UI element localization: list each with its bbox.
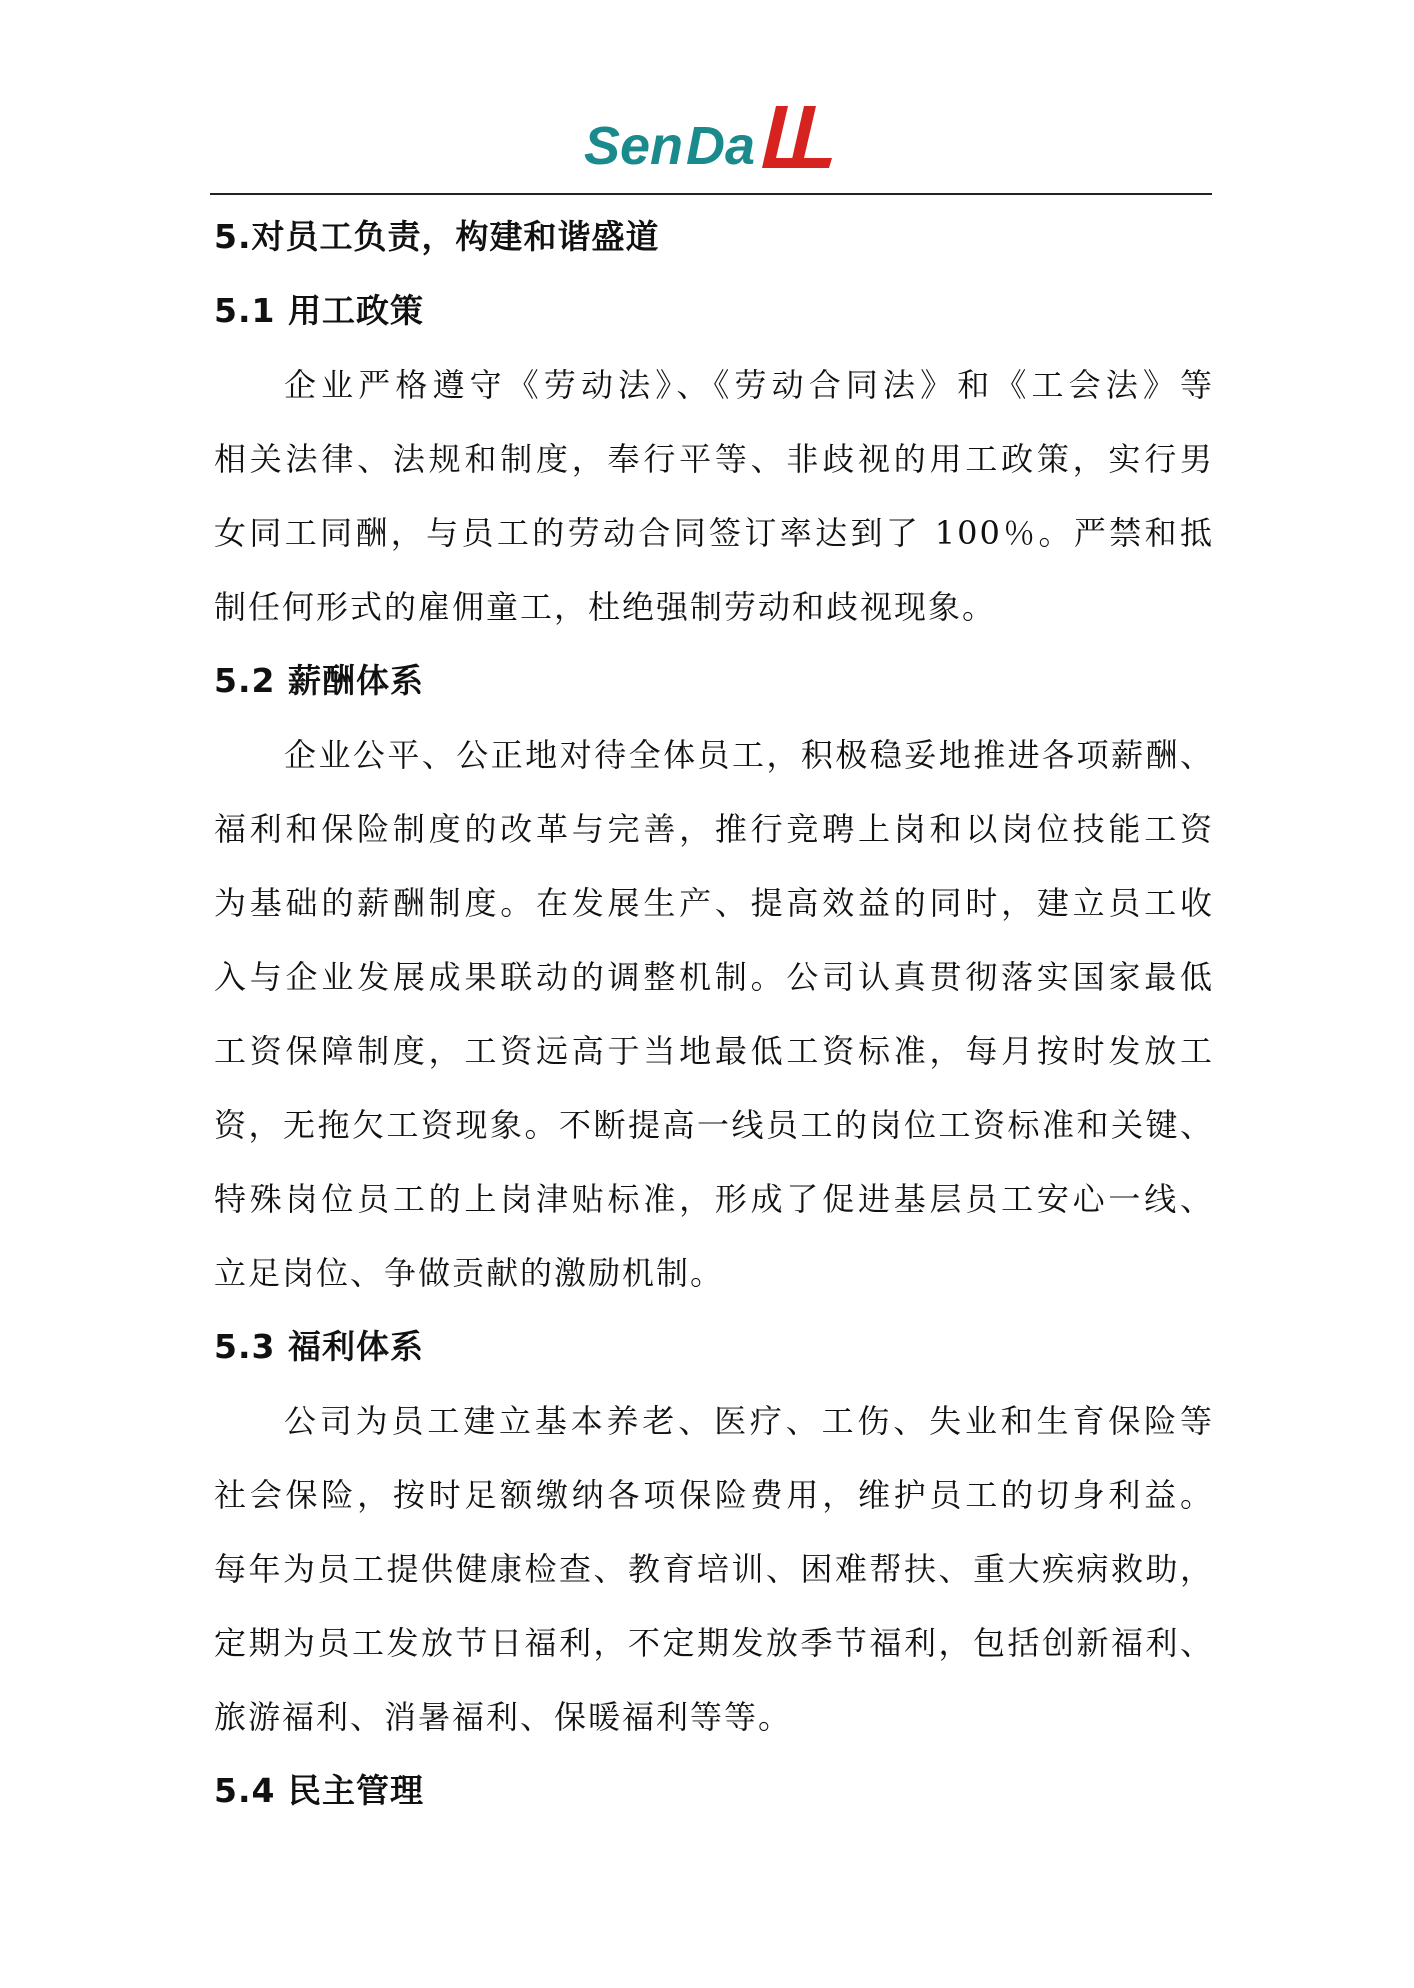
paragraph-line: 女同工同酬，与员工的劳动合同签订率达到了 100％。严禁和抵 [214,514,1214,552]
section-heading-s5-1: 5.1 用工政策 [214,291,424,330]
paragraph-s5-3 [214,1384,1214,1754]
paragraph-line: 工资保障制度，工资远高于当地最低工资标准，每月按时发放工 [214,1032,1214,1070]
paragraph-line: 公司为员工建立基本养老、医疗、工伤、失业和生育保险等 [284,1402,1214,1440]
paragraph-line: 特殊岗位员工的上岗津贴标准，形成了促进基层员工安心一线、 [214,1180,1214,1218]
paragraph-line: 企业公平、公正地对待全体员工，积极稳妥地推进各项薪酬、 [284,736,1214,774]
paragraph-line: 每年为员工提供健康检查、教育培训、困难帮扶、重大疾病救助， [214,1550,1214,1588]
paragraph-line: 入与企业发展成果联动的调整机制。公司认真贯彻落实国家最低 [214,958,1214,996]
section-heading-s5-3: 5.3 福利体系 [214,1327,424,1366]
svg-text:Da: Da [686,116,756,176]
paragraph-line: 制任何形式的雇佣童工，杜绝强制劳动和歧视现象。 [214,588,997,626]
paragraph-line: 相关法律、法规和制度，奉行平等、非歧视的用工政策，实行男 [214,440,1214,478]
paragraph-line: 为基础的薪酬制度。在发展生产、提高效益的同时，建立员工收 [214,884,1214,922]
paragraph-s5-2 [214,718,1214,1310]
senball-logo [580,100,840,180]
paragraph-s5-1 [214,348,1214,644]
paragraph-line: 定期为员工发放节日福利，不定期发放季节福利，包括创新福利、 [214,1624,1214,1662]
section-heading-s5-4: 5.4 民主管理 [214,1771,424,1810]
section-heading-s5-2: 5.2 薪酬体系 [214,661,424,700]
chapter-title: 5.对员工负责，构建和谐盛道 [214,217,660,256]
paragraph-line: 社会保险，按时足额缴纳各项保险费用，维护员工的切身利益。 [214,1476,1214,1514]
svg-text:Sen: Sen [584,116,684,176]
document-body [214,200,1214,1828]
paragraph-line: 旅游福利、消暑福利、保暖福利等等。 [214,1698,793,1736]
paragraph-line: 福利和保险制度的改革与完善，推行竞聘上岗和以岗位技能工资 [214,810,1214,848]
paragraph-line: 立足岗位、争做贡献的激励机制。 [214,1254,725,1292]
paragraph-line: 企业严格遵守《劳动法》、《劳动合同法》和《工会法》等 [284,366,1214,404]
header-rule [210,193,1212,195]
paragraph-line: 资，无拖欠工资现象。不断提高一线员工的岗位工资标准和关键、 [214,1106,1214,1144]
